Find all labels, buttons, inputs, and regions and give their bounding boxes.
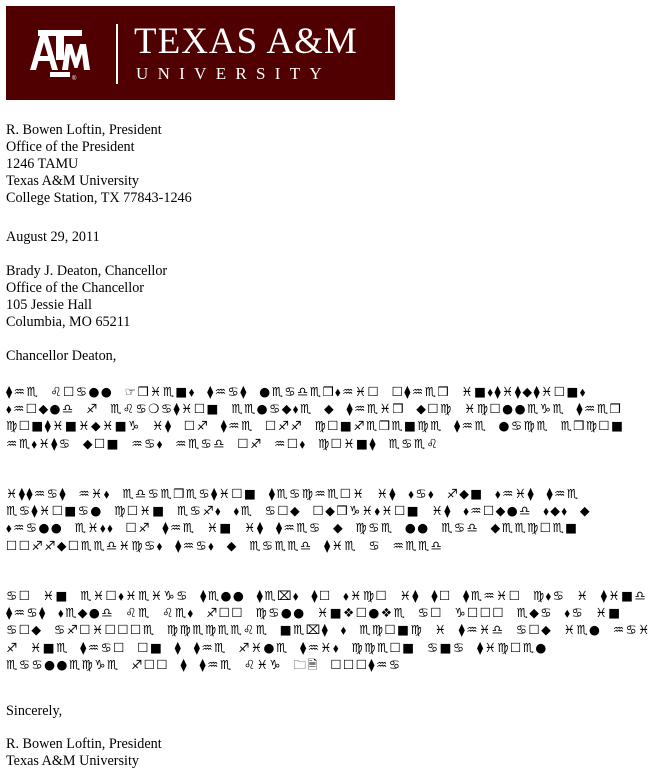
- atm-logo-mark-icon: [28, 26, 92, 82]
- recipient-line: Columbia, MO 65211: [6, 314, 131, 330]
- logo-divider: [116, 24, 118, 84]
- body-paragraph: ♓⧫⧫♒♋⧫ ♒♓⬧ ♏♎♋♏❒♏♋⧫♓☐■ ⧫♏♋♍♒♏☐♓ ♓⧫ ⬧♋⬧ ♐◆■ ⬧♒♓⧫ ⧫♒♏ ♏♋⧫♓☐■♋● ♍☐♓■ ♏♋♐⬧ ⬧♏ ♋☐◆ ☐◆❒♑♓⬧♓☐■ ♓⧫ ⬧♒☐◆●♎ ⬧◆⬧ ◆ ⬧♒♋●● ♏♓⬧⬧ ☐♐ ⧫♒♏ ♓■ ♓⧫ ⧫♒♏♋ ◆ ♍♋♏ ●● ♏♋♎ ◆♏♏♍☐♏■ ☐☐♐♐◆☐♏♏♎♓♍♋⬧ ⧫♒♋⬧ ◆ ♏♋♏♏♎ ⧫♓♏ ♋ ♒♏♏♎: [6, 486, 591, 553]
- recipient-line: Brady J. Deaton, Chancellor: [6, 263, 168, 279]
- logo-university-word: UNIVERSITY: [136, 64, 331, 83]
- sender-line: R. Bowen Loftin, President: [6, 122, 162, 138]
- sender-line: 1246 TAMU: [6, 156, 79, 172]
- recipient-line: 105 Jessie Hall: [6, 297, 92, 313]
- university-logo: [6, 6, 395, 100]
- sender-line: Texas A&M University: [6, 173, 139, 189]
- logo-university-name: TEXAS A&M: [134, 21, 358, 62]
- body-paragraph: ⧫♒♏ ♌☐♋●● ☞❒♓♏■⬧ ⧫♒♋⧫ ●♏♋♎♏❒⬧♒♓☐ ☐⧫♒♏❒ ♓■⬧⧫♓⧫◆⧫♓☐■⬧ ⬧♒☐◆●♎ ♐ ♏♌♋❍♋⧫♓☐■ ♏♏●♋◆⬧♏ ◆ ⧫♒♏♓❒ ◆☐♍ ♓♍☐●●♏♑♏ ⧫♒♏❒ ♍☐■⧫♓■♓◆♓■♑ ♓⧫ ☐♐ ⧫♒♏ ☐♐♐ ♍☐■♐♏❒♏■♍♏ ⧫♒♏ ●♋♍♏ ♏❒♍☐■ ♒♏⬧♓⧫♋ ◆☐■ ♒♋⬧ ♒♏♋♎ ☐♐ ♒☐⬧ ♍☐♓■⧫ ♏♋♏♌: [6, 384, 625, 451]
- recipient-line: Office of the Chancellor: [6, 280, 145, 296]
- signature-line: Texas A&M University: [6, 753, 139, 769]
- letter-date: August 29, 2011: [6, 229, 100, 245]
- sender-line: Office of the President: [6, 139, 135, 155]
- sender-line: College Station, TX 77843-1246: [6, 190, 192, 206]
- svg-text:®: ®: [72, 76, 77, 82]
- closing: Sincerely,: [6, 703, 63, 719]
- body-paragraph: ♋☐ ♓■ ♏♓☐⬧♓♏♓♑♋ ⧫♏●● ⧫♏⌧⬧ ⧫☐ ⬧♓♍☐ ♓⧫ ⧫☐ ⧫♏♒♓☐ ♍⬧♋ ♓ ⧫♓■♎ ⧫♒♋⧫ ⬧♏◆●♎ ♌♏ ♌♏⬧ ♐☐☐ ♍♋●● ♓■❖☐●❖♏ ♋☐ ♑☐☐☐ ♏◆♋ ⬧♋ ♓■ ♋☐◆ ♋♐☐♓☐☐☐♏ ♍♍♏♍♏♏♌♏ ■♏⌧⧫ ⬧ ♏♍☐■♍ ♓ ⧫♒♓♎ ♋☐◆ ♓♏● ♒♋♓ ♐ ♓■♏ ⧫♒♋☐ ☐■ ⧫ ⧫♒♏ ♐♓●♏ ⧫♒♓⬧ ♍♍♏☐■ ♋■♋ ⧫♓♍☐♏● ♏♋♋●●♏♍♑♏ ♐☐☐ ⧫ ⧫♒♏ ♌♓♑ 🗀🗎 ☐☐☐⧫♒♋: [6, 588, 651, 672]
- signature-line: R. Bowen Loftin, President: [6, 736, 162, 752]
- salutation: Chancellor Deaton,: [6, 348, 117, 364]
